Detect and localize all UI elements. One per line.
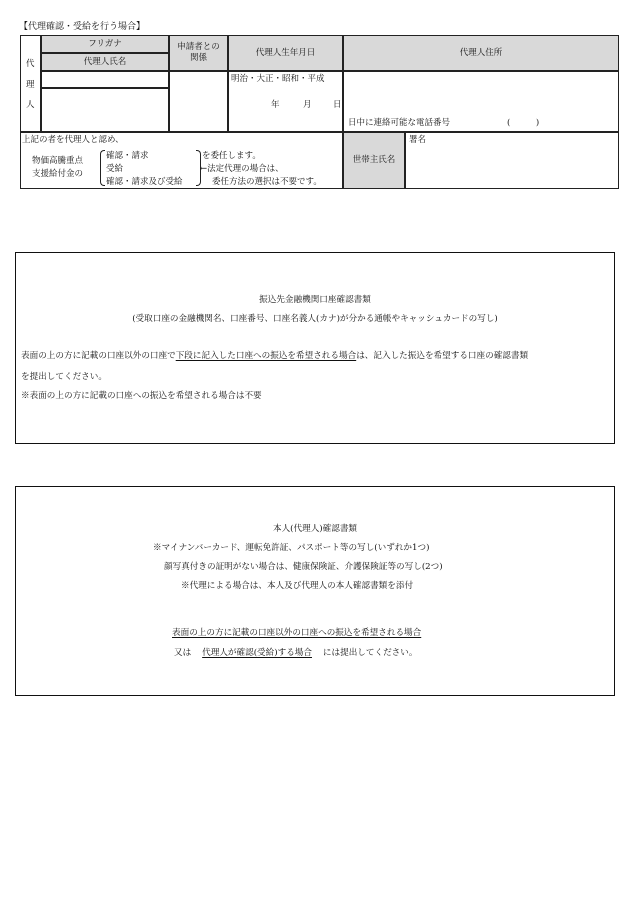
day-unit: 日 xyxy=(333,100,342,110)
id-box-condition2-suffix: には提出してください。 xyxy=(322,648,418,658)
id-document-box xyxy=(15,486,615,696)
delegation-option-both[interactable]: 確認・請求及び受給 xyxy=(106,177,183,187)
phone-parens: ( ) xyxy=(507,118,540,128)
proxy-vertical-char-3: 人 xyxy=(26,100,35,110)
relation-field[interactable] xyxy=(169,71,228,132)
bank-box-subtitle: (受取口座の金融機関名、口座番号、口座名義人(カナ)が分かる通帳やキャッシュカードの写し) xyxy=(132,314,498,324)
id-box-title: 本人(代理人)確認書類 xyxy=(272,524,358,534)
delegation-option-receive[interactable]: 受給 xyxy=(106,164,124,174)
benefit-name-line1: 物価高騰重点 xyxy=(32,156,84,166)
id-box-line1: ※マイナンバーカード、運転免許証、パスポート等の写し(いずれか1つ) xyxy=(153,543,430,553)
legal-note-line2: 委任方法の選択は不要です。 xyxy=(212,177,322,187)
id-box-line2: 顔写真付きの証明がない場合は、健康保険証、介護保険証等の写し(2つ) xyxy=(164,562,443,572)
furigana-header: フリガナ xyxy=(41,35,169,53)
proxy-vertical-char-2: 理 xyxy=(26,80,35,90)
id-box-condition2: 代理人が確認(受給)する場合 xyxy=(202,648,312,658)
id-box-condition1: 表面の上の方に記載の口座以外の口座への振込を希望される場合 xyxy=(172,628,422,638)
bank-document-box xyxy=(15,252,615,444)
householder-label: 世帯主氏名 xyxy=(343,132,405,189)
bank-box-note: ※表面の上の方に記載の口座への振込を希望される場合は不要 xyxy=(21,391,262,401)
proxy-table xyxy=(20,35,619,189)
benefit-name-line2: 支援給付金の xyxy=(32,169,84,179)
left-brace xyxy=(100,150,105,186)
delegation-option-confirm[interactable]: 確認・請求 xyxy=(106,151,149,161)
proxy-vertical-char-1: 代 xyxy=(26,59,35,69)
month-unit: 月 xyxy=(303,100,312,110)
phone-label: 日中に連絡可能な電話番号 xyxy=(348,118,451,128)
era-options: 明治・大正・昭和・平成 xyxy=(231,74,325,84)
year-unit: 年 xyxy=(271,100,280,110)
legal-note-line1: ←法定代理の場合は、 xyxy=(200,164,284,174)
signature-label: 署名 xyxy=(409,135,427,145)
bank-para-post: は、記入した振込を希望する口座の確認書類 xyxy=(356,351,529,361)
proxy-name-field[interactable] xyxy=(41,88,169,132)
delegation-intro: 上記の者を代理人と認め、 xyxy=(22,135,124,145)
furigana-field[interactable] xyxy=(41,71,169,88)
delegation-suffix: を委任します。 xyxy=(202,151,261,161)
bank-box-paragraph xyxy=(21,352,528,361)
bank-para-line2: を提出してください。 xyxy=(21,372,107,382)
id-box-line3: ※代理による場合は、本人及び代理人の本人確認書類を添付 xyxy=(181,581,414,591)
proxy-section-header: 【代理確認・受給を行う場合】 xyxy=(19,22,146,32)
proxy-name-header: 代理人氏名 xyxy=(41,53,169,71)
bank-box-title: 振込先金融機関口座確認書類 xyxy=(259,295,371,305)
relation-header: 申請者との 関係 xyxy=(169,35,228,71)
bank-para-pre: 表面の上の方に記載の口座以外の口座で xyxy=(21,351,176,361)
address-header: 代理人住所 xyxy=(343,35,619,71)
id-box-or: 又は xyxy=(174,648,192,658)
bank-para-underlined: 下段に記入した口座への振込を希望される場合 xyxy=(175,351,357,361)
birthdate-header: 代理人生年月日 xyxy=(228,35,343,71)
signature-field[interactable] xyxy=(405,132,619,189)
id-box-condition2-row xyxy=(174,649,417,658)
